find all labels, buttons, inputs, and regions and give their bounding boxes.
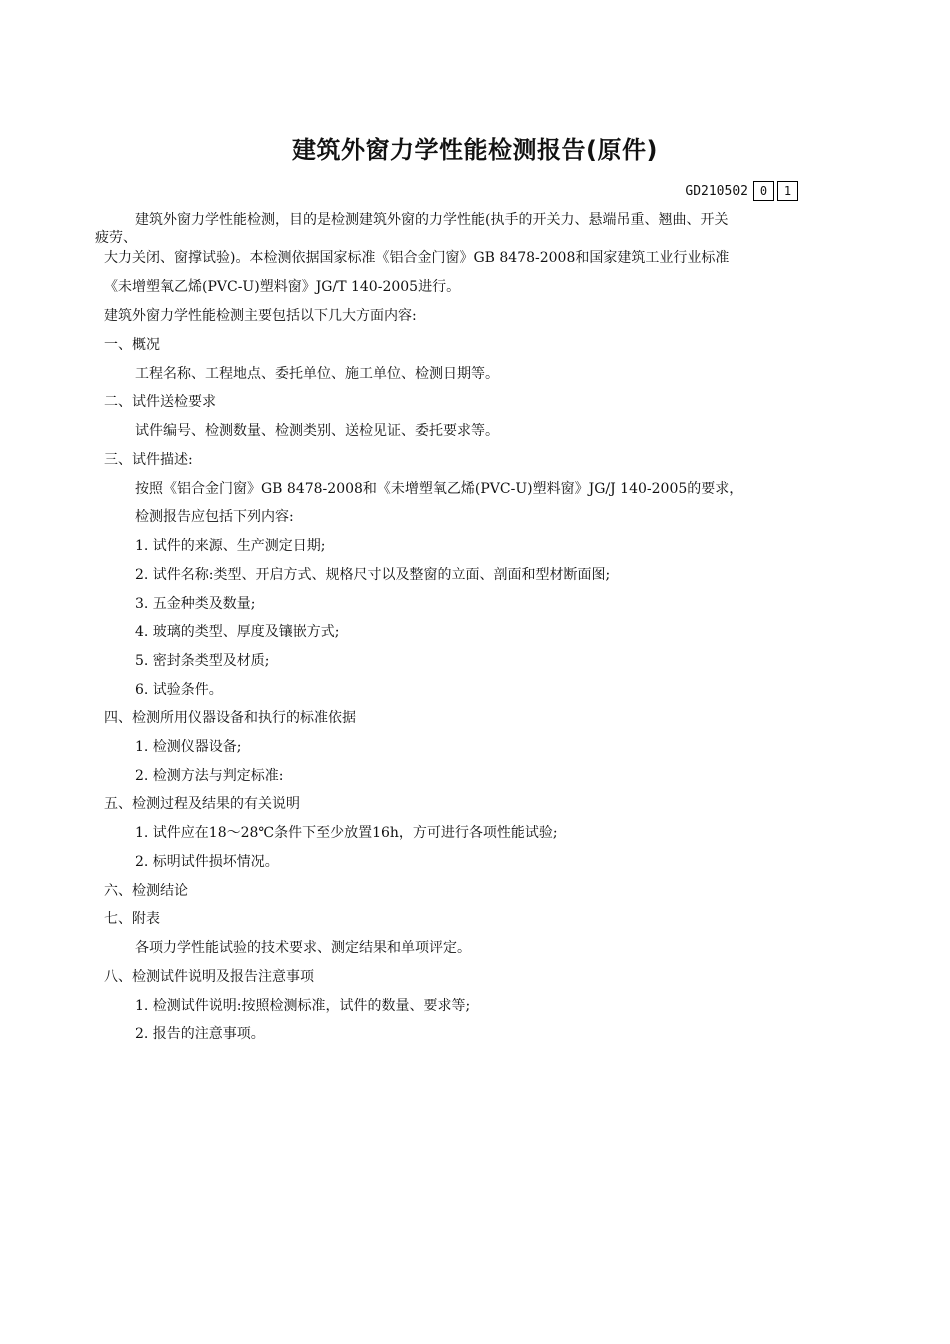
section-3-item: 2. 试件名称:类型、开启方式、规格尺寸以及整窗的立面、剖面和型材断面图; [135, 567, 611, 583]
section-2-heading: 二、试件送检要求 [104, 394, 216, 410]
section-3-item: 3. 五金种类及数量; [135, 596, 256, 612]
intro-line-4: 《未增塑氧乙烯(PVC-U)塑料窗》JG/T 140-2005进行。 [104, 279, 461, 295]
section-8-item: 2. 报告的注意事项。 [135, 1026, 265, 1042]
document-code-prefix: GD210502 [685, 183, 748, 199]
section-4-item: 2. 检测方法与判定标准: [135, 768, 284, 784]
section-3-item: 6. 试验条件。 [135, 682, 223, 698]
section-5-heading: 五、检测过程及结果的有关说明 [104, 796, 300, 812]
section-4-heading: 四、检测所用仪器设备和执行的标准依据 [104, 710, 356, 726]
section-4-item: 1. 检测仪器设备; [135, 739, 242, 755]
section-8-heading: 八、检测试件说明及报告注意事项 [104, 969, 314, 985]
intro-line-1: 建筑外窗力学性能检测，目的是检测建筑外窗的力学性能(执手的开关力、悬端吊重、翘曲、开关 [135, 212, 729, 228]
document-code [685, 181, 798, 201]
intro-line-3: 大力关闭、窗撑试验)。本检测依据国家标准《铝合金门窗》GB 8478-2008和国家建筑工业行业标准 [104, 250, 730, 266]
section-3-heading: 三、试件描述: [104, 452, 193, 468]
section-3-body-1: 按照《铝合金门窗》GB 8478-2008和《未增塑氧乙烯(PVC-U)塑料窗》JG/J 140-2005的要求， [135, 481, 744, 497]
section-1-heading: 一、概况 [104, 337, 160, 353]
section-3-item: 1. 试件的来源、生产测定日期; [135, 538, 326, 554]
intro-line-5: 建筑外窗力学性能检测主要包括以下几大方面内容: [104, 308, 417, 324]
intro-line-2: 疲劳、 [95, 230, 137, 246]
section-3-body-2: 检测报告应包括下列内容: [135, 509, 294, 525]
section-1-body: 工程名称、工程地点、委托单位、施工单位、检测日期等。 [135, 366, 499, 382]
section-2-body: 试件编号、检测数量、检测类别、送检见证、委托要求等。 [135, 423, 499, 439]
section-3-item: 4. 玻璃的类型、厚度及镶嵌方式; [135, 624, 340, 640]
section-7-heading: 七、附表 [104, 911, 160, 927]
section-5-item: 1. 试件应在18～28℃条件下至少放置16h，方可进行各项性能试验; [135, 825, 558, 841]
section-7-body: 各项力学性能试验的技术要求、测定结果和单项评定。 [135, 940, 471, 956]
document-code-box-2: 1 [777, 181, 798, 201]
section-8-item: 1. 检测试件说明:按照检测标准，试件的数量、要求等; [135, 998, 471, 1014]
document-code-box-1: 0 [753, 181, 774, 201]
page-title: 建筑外窗力学性能检测报告(原件) [292, 136, 658, 164]
section-6-heading: 六、检测结论 [104, 883, 188, 899]
section-5-item: 2. 标明试件损坏情况。 [135, 854, 279, 870]
section-3-item: 5. 密封条类型及材质; [135, 653, 270, 669]
